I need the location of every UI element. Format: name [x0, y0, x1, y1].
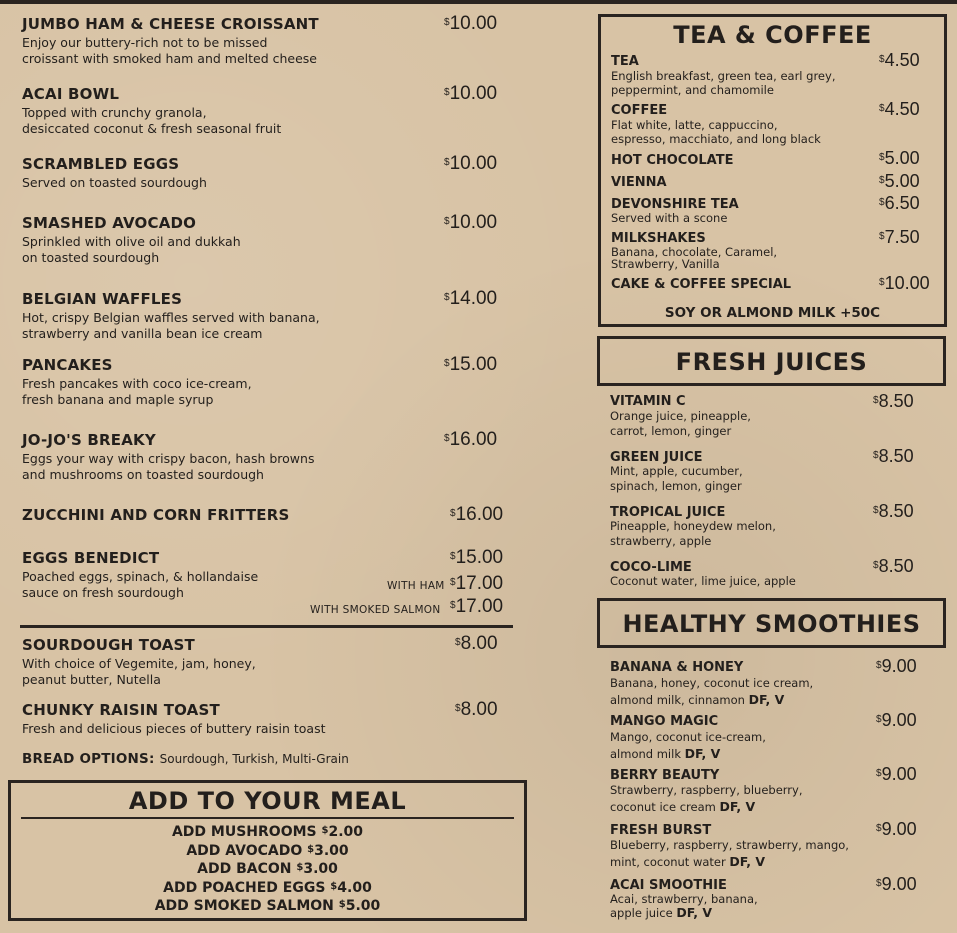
drink-desc: peppermint, and chamomile	[611, 83, 774, 97]
drink-desc: espresso, macchiato, and long black	[611, 132, 821, 146]
drink-name: HOT CHOCOLATE	[611, 153, 734, 168]
juice-desc: Coconut water, lime juice, apple	[610, 574, 796, 588]
menu-item-name: SCRAMBLED EGGS	[22, 155, 180, 173]
add-on-line: ADD POACHED EGGS $4.00	[163, 879, 372, 896]
smoothie-desc: almond milk DF, V	[610, 746, 721, 761]
juice-desc: carrot, lemon, ginger	[610, 424, 732, 438]
menu-item-desc: peanut butter, Nutella	[22, 672, 161, 687]
drink-price: $4.50	[879, 99, 920, 119]
menu-item-price: $8.00	[455, 633, 498, 654]
menu-item-price: $15.00	[450, 547, 504, 568]
diet-tag: DF, V	[748, 692, 785, 707]
menu-item-name: CHUNKY RAISIN TOAST	[22, 701, 220, 719]
box-divider	[21, 817, 514, 819]
smoothie-price: $9.00	[876, 656, 917, 676]
smoothie-desc: almond milk, cinnamon DF, V	[610, 692, 785, 707]
drink-price: $6.50	[879, 193, 920, 213]
smoothie-price: $9.00	[876, 819, 917, 839]
menu-item-price: $8.00	[455, 699, 498, 720]
top-border	[0, 0, 957, 4]
drink-name: VIENNA	[611, 175, 667, 190]
drink-price: $5.00	[879, 171, 920, 191]
menu-item-desc: Sprinkled with olive oil and dukkah	[22, 234, 241, 249]
tea-coffee-box	[598, 14, 947, 327]
drink-name: TEA	[611, 54, 639, 69]
juice-desc: Orange juice, pineapple,	[610, 409, 751, 423]
drink-name: DEVONSHIRE TEA	[611, 197, 739, 212]
smoothie-name: MANGO MAGIC	[610, 714, 719, 729]
smoothie-price: $9.00	[876, 874, 917, 894]
menu-item-name: EGGS BENEDICT	[22, 549, 160, 567]
option-price: $17.00	[450, 596, 504, 617]
menu-item-desc: Eggs your way with crispy bacon, hash browns	[22, 451, 315, 466]
smoothie-desc: Blueberry, raspberry, strawberry, mango,	[610, 838, 849, 852]
juice-price: $8.50	[873, 556, 914, 576]
drink-price: $7.50	[879, 227, 920, 247]
smoothie-desc: Mango, coconut ice-cream,	[610, 730, 766, 744]
menu-item-name: JUMBO HAM & CHEESE CROISSANT	[22, 15, 319, 33]
smoothie-name: BERRY BEAUTY	[610, 768, 720, 783]
add-on-line: ADD MUSHROOMS $2.00	[171, 824, 364, 840]
smoothie-desc: coconut ice cream DF, V	[610, 799, 756, 814]
tea-coffee-title: TEA & COFFEE	[673, 21, 872, 49]
menu-item-desc: sauce on fresh sourdough	[22, 585, 184, 600]
menu-item-name: BELGIAN WAFFLES	[22, 290, 183, 308]
smoothie-name: ACAI SMOOTHIE	[610, 878, 727, 893]
diet-tag: DF, V	[676, 905, 712, 920]
menu-item-desc: Enjoy our buttery-rich not to be missed	[22, 35, 268, 50]
menu-item-name: SOURDOUGH TOAST	[22, 636, 195, 654]
fresh-juices-title: FRESH JUICES	[675, 348, 868, 376]
menu-item-name: ACAI BOWL	[22, 85, 120, 103]
drink-desc: Served with a scone	[611, 211, 728, 225]
drink-desc: Flat white, latte, cappuccino,	[611, 118, 778, 132]
menu-item-name: SMASHED AVOCADO	[22, 214, 197, 232]
juice-name: GREEN JUICE	[610, 450, 703, 465]
smoothie-desc: Strawberry, raspberry, blueberry,	[610, 783, 803, 797]
add-to-meal-list	[11, 823, 524, 916]
menu-item-desc: Served on toasted sourdough	[22, 175, 207, 190]
option-price: $17.00	[450, 573, 504, 594]
drink-price: $10.00	[879, 273, 930, 293]
juice-desc: strawberry, apple	[610, 534, 712, 548]
smoothies-title: HEALTHY SMOOTHIES	[622, 610, 921, 638]
menu-item-desc: Hot, crispy Belgian waffles served with banana,	[22, 310, 320, 325]
smoothie-name: BANANA & HONEY	[610, 660, 744, 675]
menu-item-name: PANCAKES	[22, 356, 113, 374]
smoothie-desc: Banana, honey, coconut ice cream,	[610, 676, 814, 690]
menu-item-desc: With choice of Vegemite, jam, honey,	[22, 656, 256, 671]
diet-tag: DF, V	[729, 854, 766, 869]
menu-item-desc: strawberry and vanilla bean ice cream	[22, 326, 263, 341]
juice-desc: Pineapple, honeydew melon,	[610, 519, 776, 533]
drink-desc: Strawberry, Vanilla	[611, 257, 720, 271]
juice-desc: spinach, lemon, ginger	[610, 479, 742, 493]
drink-name: MILKSHAKES	[611, 231, 706, 246]
menu-item-price: $10.00	[444, 13, 498, 34]
juice-price: $8.50	[873, 501, 914, 521]
smoothies-header	[597, 598, 946, 648]
menu-item-price: $16.00	[444, 429, 498, 450]
menu-item-price: $10.00	[444, 212, 498, 233]
add-on-line: ADD BACON $3.00	[197, 861, 338, 877]
smoothie-desc: mint, coconut water DF, V	[610, 854, 766, 869]
smoothie-desc: apple juice DF, V	[610, 905, 712, 920]
smoothie-desc: Acai, strawberry, banana,	[610, 892, 758, 906]
drink-price: $5.00	[879, 148, 920, 168]
add-on-line: ADD AVOCADO $3.00	[186, 842, 349, 859]
option-label: WITH SMOKED SALMON	[310, 604, 441, 616]
menu-item-desc: Poached eggs, spinach, & hollandaise	[22, 569, 259, 584]
menu-item-price: $16.00	[450, 504, 504, 525]
add-to-meal-title: ADD TO YOUR MEAL	[128, 787, 407, 815]
drink-desc: English breakfast, green tea, earl grey,	[611, 69, 836, 83]
option-label: WITH HAM	[387, 580, 445, 592]
menu-item-desc: Fresh pancakes with coco ice-cream,	[22, 376, 252, 391]
menu-item-price: $14.00	[444, 288, 498, 309]
drink-price: $4.50	[879, 50, 920, 70]
smoothie-price: $9.00	[876, 710, 917, 730]
menu-item-desc: Fresh and delicious pieces of buttery raisin toast	[22, 721, 326, 736]
bread-options: BREAD OPTIONS: Sourdough, Turkish, Multi-Grain	[22, 751, 349, 767]
diet-tag: DF, V	[684, 746, 721, 761]
diet-tag: DF, V	[719, 799, 756, 814]
menu-item-name: JO-JO'S BREAKY	[22, 431, 156, 449]
drink-name: CAKE & COFFEE SPECIAL	[611, 277, 792, 292]
drink-name: COFFEE	[611, 103, 668, 118]
juice-price: $8.50	[873, 391, 914, 411]
drink-desc: Banana, chocolate, Caramel,	[611, 245, 778, 259]
smoothie-name: FRESH BURST	[610, 823, 712, 838]
milk-note: SOY OR ALMOND MILK +50C	[664, 305, 881, 321]
add-on-line: ADD SMOKED SALMON $5.00	[154, 898, 381, 914]
juice-desc: Mint, apple, cucumber,	[610, 464, 743, 478]
menu-item-name: ZUCCHINI AND CORN FRITTERS	[22, 506, 290, 524]
section-divider	[20, 625, 513, 628]
menu-item-price: $15.00	[444, 354, 498, 375]
menu-item-desc: fresh banana and maple syrup	[22, 392, 214, 407]
juice-price: $8.50	[873, 446, 914, 466]
juice-name: COCO-LIME	[610, 560, 692, 575]
fresh-juices-header	[597, 336, 946, 386]
juice-name: TROPICAL JUICE	[610, 505, 726, 520]
menu-item-desc: and mushrooms on toasted sourdough	[22, 467, 264, 482]
menu-item-desc: on toasted sourdough	[22, 250, 160, 265]
menu-item-desc: Topped with crunchy granola,	[22, 105, 207, 120]
menu-item-price: $10.00	[444, 83, 498, 104]
menu-item-desc: desiccated coconut & fresh seasonal fruit	[22, 121, 282, 136]
juice-name: VITAMIN C	[610, 394, 686, 409]
add-to-meal-box	[8, 780, 527, 921]
menu-item-price: $10.00	[444, 153, 498, 174]
smoothie-price: $9.00	[876, 764, 917, 784]
menu-item-desc: croissant with smoked ham and melted cheese	[22, 51, 318, 66]
